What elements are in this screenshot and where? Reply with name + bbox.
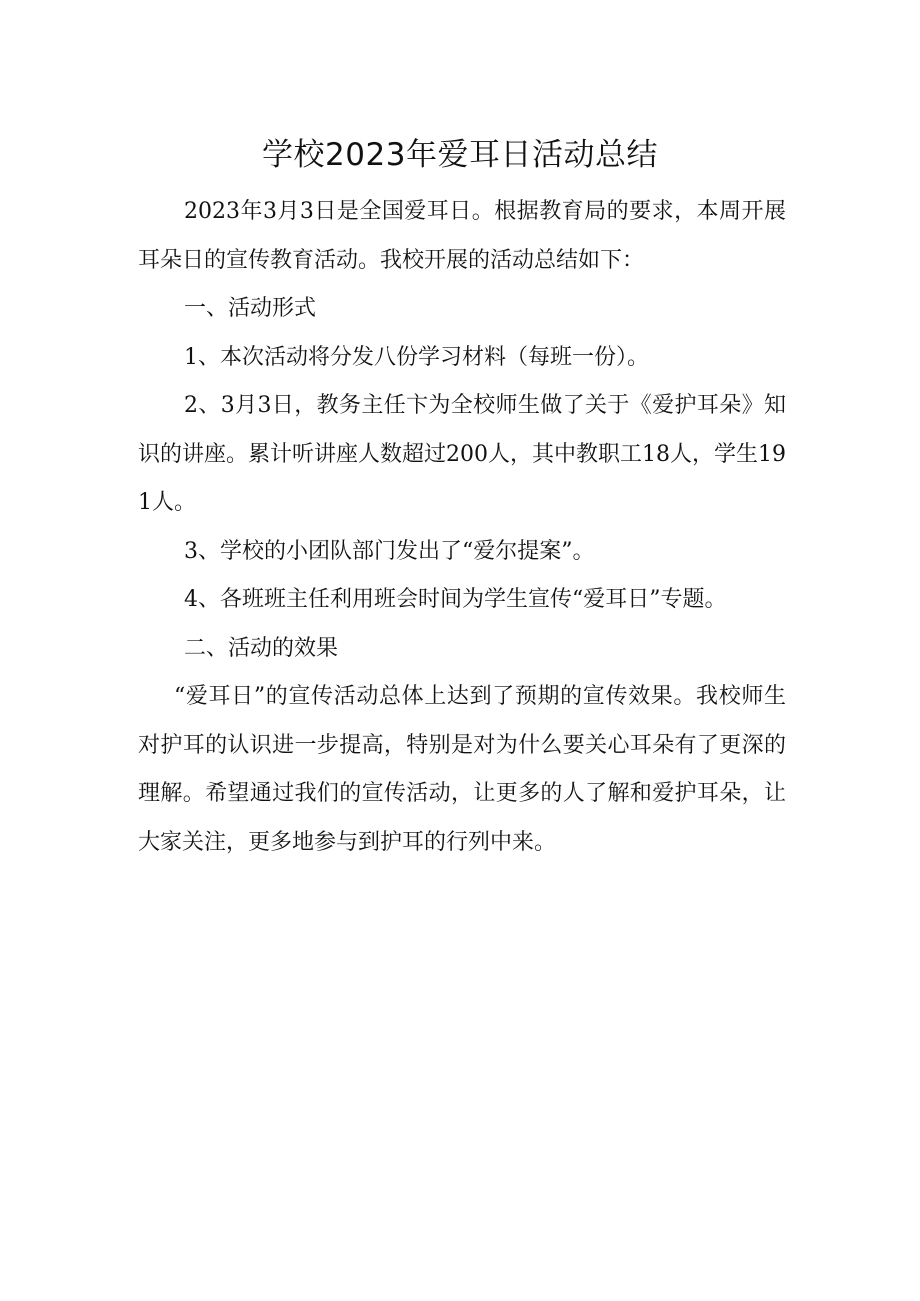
list-item-4: 4、各班班主任利用班会时间为学生宣传“爱耳日”专题。 <box>184 587 727 612</box>
list-item-1: 1、本次活动将分发八份学习材料（每班一份）。 <box>184 344 649 370</box>
section-heading-activity-form: 一、活动形式 <box>184 296 317 321</box>
list-item-3: 3、学校的小团队部门发出了“爱尔提案”。 <box>184 538 595 564</box>
list-item-2: 2、3月3日，教务主任卞为全校师生做了关于《爱护耳朵》知识的讲座。累计听讲座人数超过200人，其中教职工18人，学生191人。 <box>138 393 786 515</box>
document-title: 学校2023年爱耳日活动总结 <box>262 137 658 173</box>
effect-paragraph: “爱耳日”的宣传活动总体上达到了预期的宣传效果。我校师生对护耳的认识进一步提高，特别是对为什么要关心耳朵有了更深的理解。希望通过我们的宣传活动，让更多的人了解和爱护耳朵，让大家关注，更多地参与到护耳的行列中来。 <box>138 684 786 855</box>
document-body <box>138 188 786 867</box>
intro-paragraph: 2023年3月3日是全国爱耳日。根据教育局的要求，本周开展耳朵日的宣传教育活动。我校开展的活动总结如下： <box>138 199 786 273</box>
section-heading-activity-effect: 二、活动的效果 <box>184 635 339 661</box>
